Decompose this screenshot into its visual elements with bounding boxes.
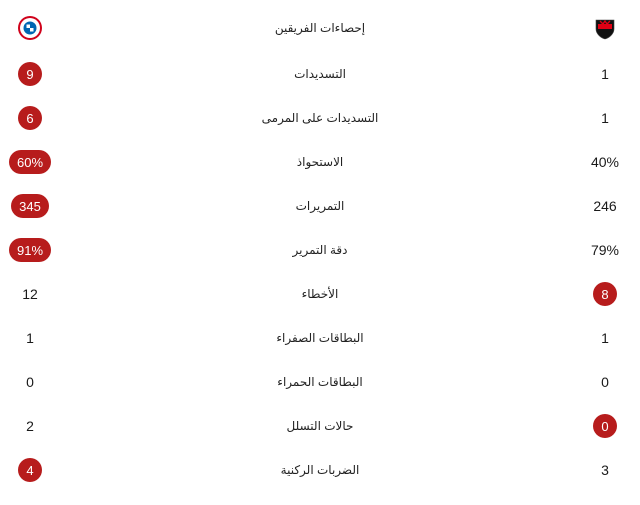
left-team-value-cell [0, 96, 60, 140]
right-team-value-cell [575, 184, 635, 228]
left-team-value-cell [0, 360, 60, 404]
right-team-value: 246 [593, 198, 617, 214]
right-team-value-cell [575, 448, 635, 492]
stat-label: الاستحواذ [296, 155, 344, 169]
right-team-value: 79% [590, 242, 620, 258]
stat-label: الأخطاء [301, 287, 339, 301]
left-team-value-badge: 6 [18, 106, 42, 130]
right-team-value-cell [575, 228, 635, 272]
left-team-value-badge: 4 [18, 458, 42, 482]
stat-row [0, 316, 640, 360]
left-team-value: 2 [26, 418, 34, 434]
right-team-value-badge: 8 [593, 282, 617, 306]
left-team-value: 12 [22, 286, 38, 302]
left-team-crest [0, 6, 60, 50]
stat-label: التسديدات [294, 67, 346, 81]
right-team-crest [575, 6, 635, 50]
right-team-value-cell [575, 140, 635, 184]
bayern-munich-crest-icon [17, 15, 43, 41]
left-team-value-cell [0, 52, 60, 96]
left-team-value: 0 [26, 374, 34, 390]
right-team-value: 1 [601, 330, 609, 346]
stat-label: التمريرات [295, 199, 345, 213]
right-team-value-cell [575, 404, 635, 448]
right-team-value: 1 [601, 66, 609, 82]
stat-label: الضربات الركنية [280, 463, 360, 477]
stat-label: التسديدات على المرمى [261, 111, 379, 125]
stat-row [0, 272, 640, 316]
stat-row [0, 404, 640, 448]
right-team-value: 0 [601, 374, 609, 390]
stat-row [0, 140, 640, 184]
stats-header [0, 6, 640, 50]
stat-label: البطاقات الصفراء [276, 331, 364, 345]
right-team-value: 40% [590, 154, 620, 170]
left-team-value-cell [0, 316, 60, 360]
left-team-value-cell [0, 272, 60, 316]
left-team-value-cell [0, 228, 60, 272]
stat-label: البطاقات الحمراء [277, 375, 363, 389]
left-team-value: 1 [26, 330, 34, 346]
left-team-value-badge: 345 [11, 194, 49, 218]
right-team-value-cell [575, 272, 635, 316]
stat-row [0, 184, 640, 228]
left-team-value-badge: 91% [9, 238, 51, 262]
right-team-value: 3 [601, 462, 609, 478]
right-team-value-cell [575, 52, 635, 96]
bayer-leverkusen-crest-icon [592, 15, 618, 41]
left-team-value-cell [0, 140, 60, 184]
left-team-value-cell [0, 448, 60, 492]
right-team-value-cell [575, 316, 635, 360]
left-team-value-badge: 9 [18, 62, 42, 86]
stat-row [0, 52, 640, 96]
right-team-value-cell [575, 96, 635, 140]
stat-row [0, 96, 640, 140]
stat-row [0, 228, 640, 272]
stats-title: إحصاءات الفريقين [274, 21, 366, 35]
right-team-value-badge: 0 [593, 414, 617, 438]
right-team-value: 1 [601, 110, 609, 126]
stat-row [0, 448, 640, 492]
left-team-value-cell [0, 184, 60, 228]
stat-label: دقة التمرير [292, 243, 348, 257]
right-team-value-cell [575, 360, 635, 404]
left-team-value-badge: 60% [9, 150, 51, 174]
stat-label: حالات التسلل [286, 419, 354, 433]
left-team-value-cell [0, 404, 60, 448]
stat-row [0, 360, 640, 404]
